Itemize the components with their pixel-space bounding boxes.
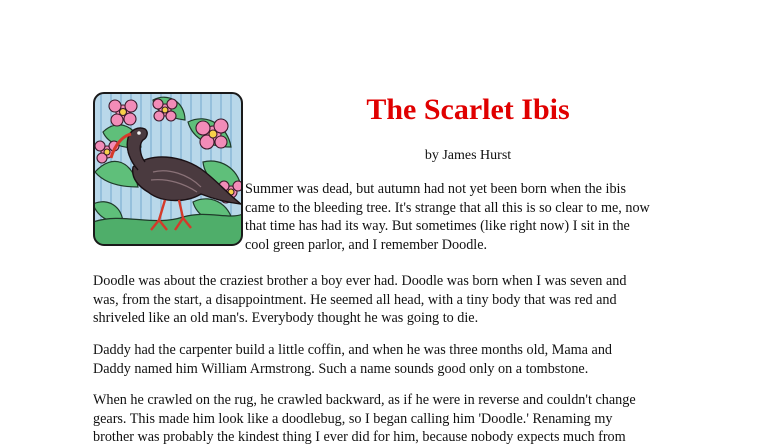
text-line: When he crawled on the rug, he crawled backward, as if he were in reverse and couldn't change bbox=[93, 392, 636, 408]
paragraph-3 bbox=[93, 341, 612, 378]
text-line: cool green parlor, and I remember Doodle. bbox=[245, 236, 488, 253]
author-byline: by James Hurst bbox=[424, 148, 512, 163]
text-line: Daddy had the carpenter build a little coffin, and when he was three months old, Mama and bbox=[93, 342, 613, 358]
text-line: came to the bleeding tree. It's strange that all this is so clear to me, now bbox=[245, 199, 650, 216]
text-line: gears. This made him look like a doodlebug, so I began calling him 'Doodle.' Renaming my bbox=[93, 410, 613, 427]
text-line: brother was probably the kindest thing I ever did for him, because nobody expects much from bbox=[93, 429, 626, 446]
paragraph-4 bbox=[93, 391, 636, 447]
ibis-illustration bbox=[93, 92, 243, 246]
text-line: Daddy named him William Armstrong. Such a name sounds good only on a tombstone. bbox=[93, 360, 589, 377]
text-line: Summer was dead, but autumn had not yet been born when the ibis bbox=[245, 181, 627, 197]
paragraph-1 bbox=[245, 180, 650, 254]
story-title: The Scarlet Ibis bbox=[366, 93, 570, 126]
paragraph-2 bbox=[93, 272, 626, 328]
text-line: Doodle was about the craziest brother a boy ever had. Doodle was born when I was seven and bbox=[93, 273, 627, 289]
text-line: shriveled like an old man's. Everybody thought he was going to die. bbox=[93, 310, 479, 327]
text-line: that time has had its way. But sometimes (like right now) I sit in the bbox=[245, 218, 630, 235]
text-line: was, from the start, a disappointment. He seemed all head, with a tiny body that was red and bbox=[93, 291, 617, 308]
